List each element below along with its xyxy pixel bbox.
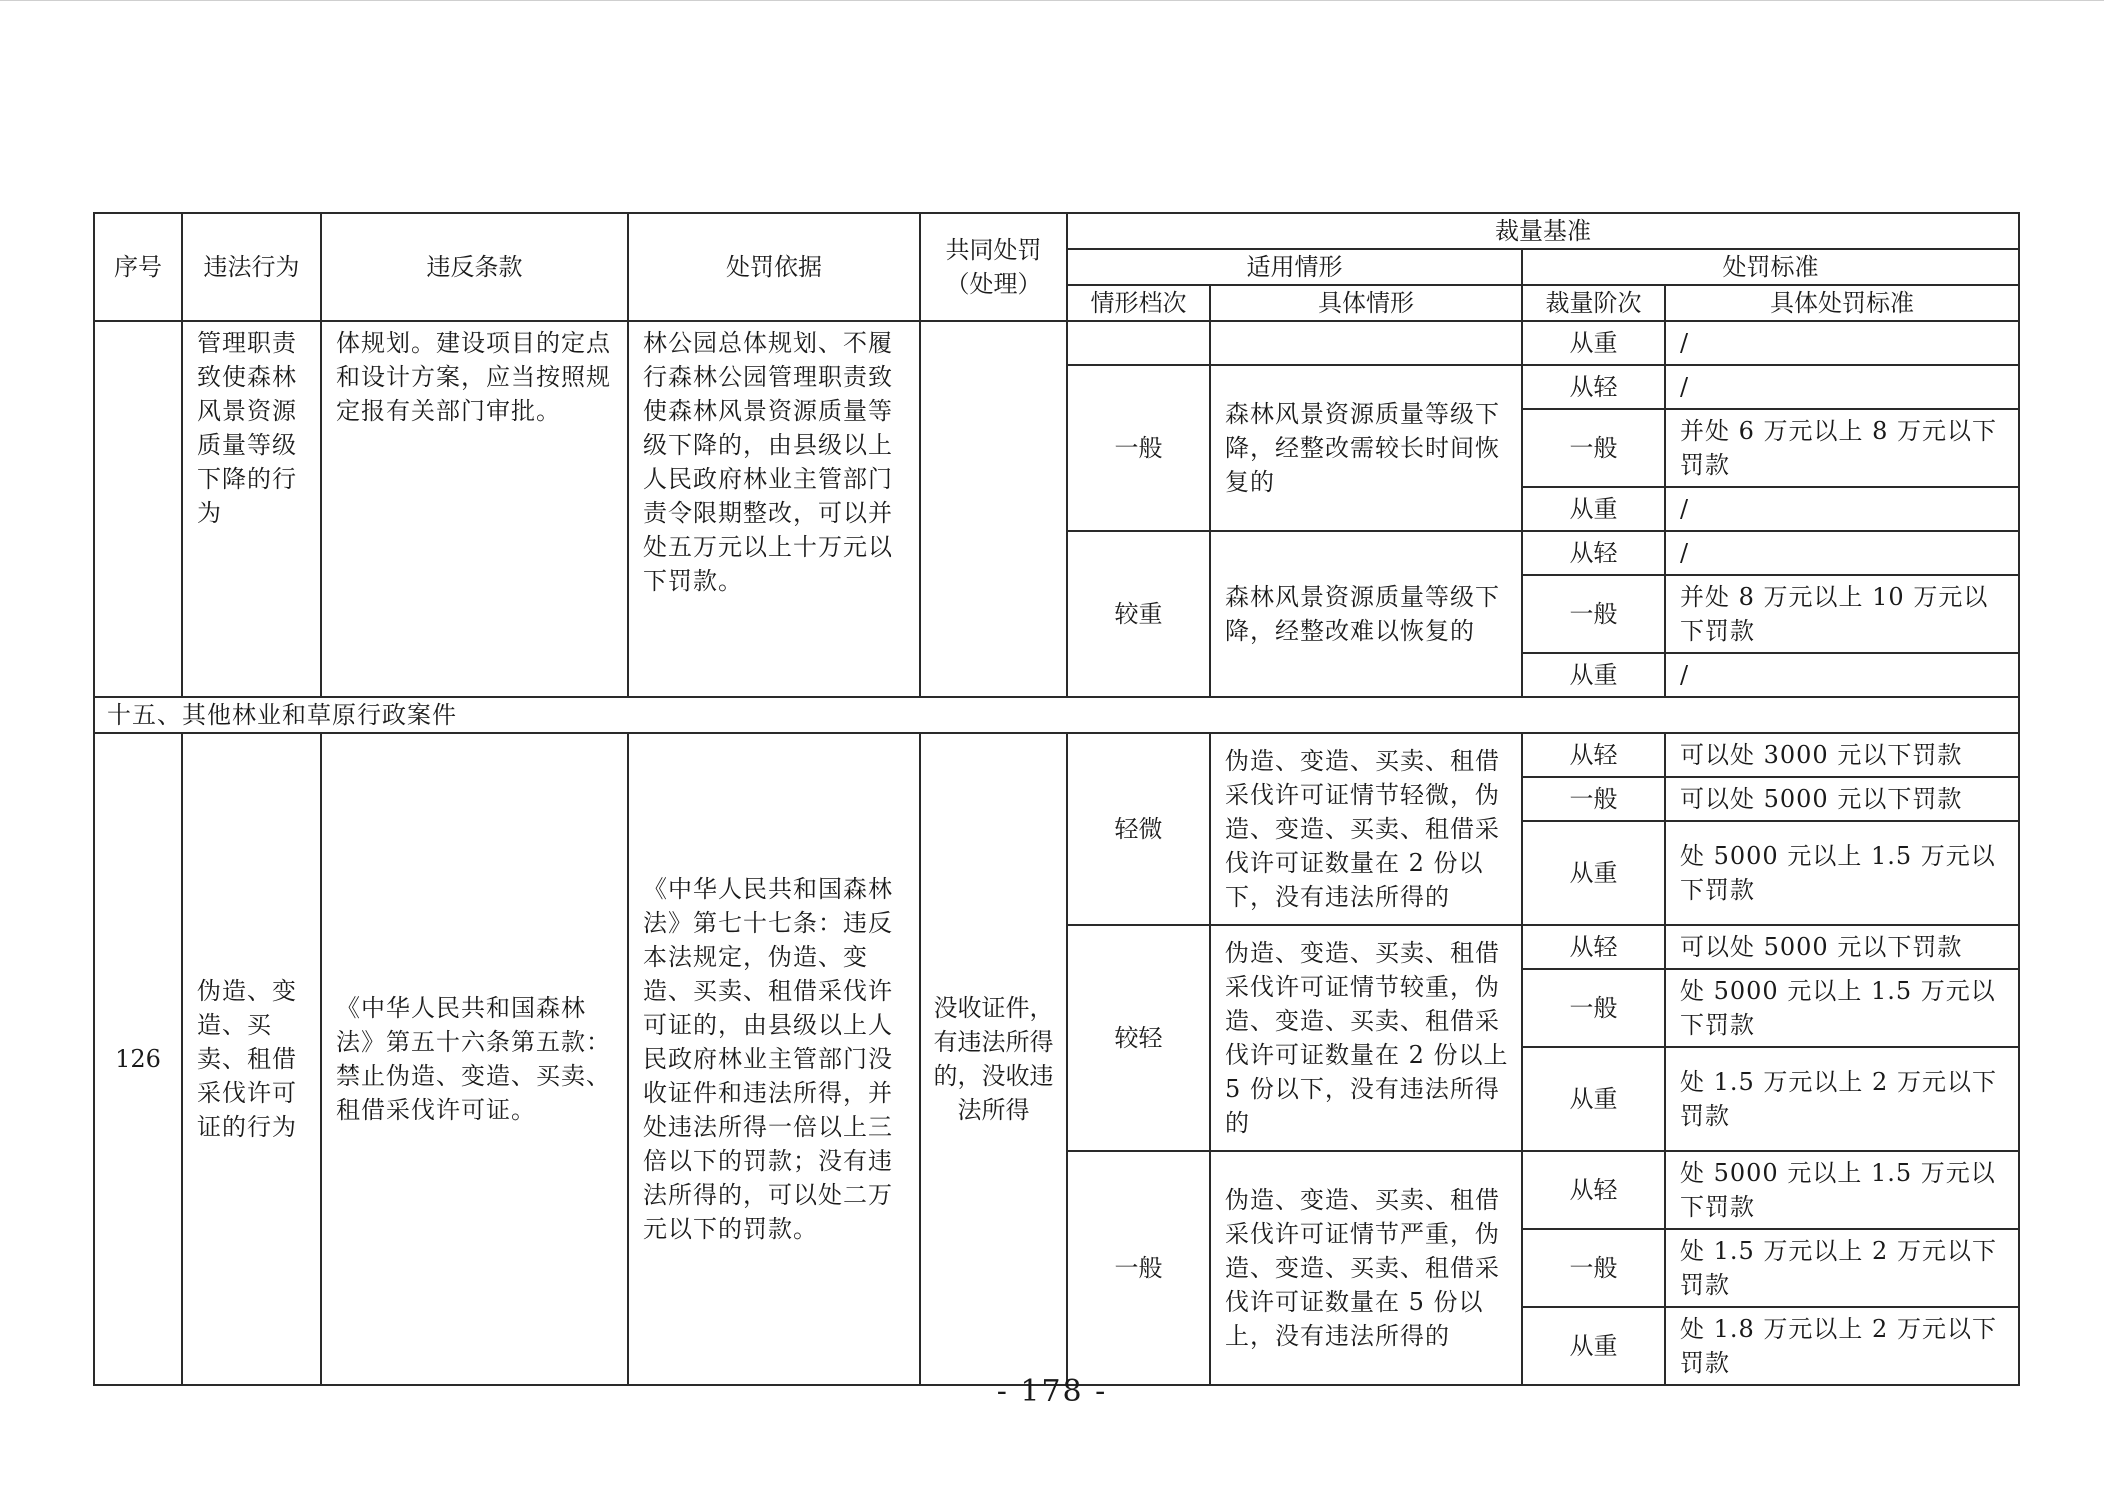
level-cell: 一般: [1067, 1151, 1210, 1385]
degree-cell: 从轻: [1522, 531, 1665, 575]
degree-cell: 从轻: [1522, 365, 1665, 409]
row126-seq: 126: [94, 733, 182, 1385]
degree-cell: 从重: [1522, 653, 1665, 697]
penalty-cell: 处 1.5 万元以上 2 万元以下罚款: [1665, 1047, 2019, 1151]
level-cell: 较轻: [1067, 925, 1210, 1151]
row126-basis: 《中华人民共和国森林法》第七十七条：违反本法规定，伪造、变造、买卖、租借采伐许可证的，由县级以上人民政府林业主管部门没收证件和违法所得，并处违法所得一倍以上三倍以下的罚款；没有违法所得的，可以处二万元以下的罚款。: [628, 733, 920, 1385]
header-seq: 序号: [94, 213, 182, 321]
degree-cell: 从重: [1522, 321, 1665, 365]
situation-cell: 伪造、变造、买卖、租借采伐许可证情节轻微，伪造、变造、买卖、租借采伐许可证数量在 2 份以下，没有违法所得的: [1210, 733, 1522, 925]
section-row: [94, 697, 2019, 733]
penalty-cell: 并处 8 万元以上 10 万元以下罚款: [1665, 575, 2019, 653]
situation-cell: 森林风景资源质量等级下降，经整改难以恢复的: [1210, 531, 1522, 697]
degree-cell: 一般: [1522, 1229, 1665, 1307]
penalty-cell: 并处 6 万元以上 8 万元以下罚款: [1665, 409, 2019, 487]
row126-act: 伪造、变造、买卖、租借采伐许可证的行为: [182, 733, 321, 1385]
level-cell: 一般: [1067, 365, 1210, 531]
header-applicable: 适用情形: [1067, 249, 1522, 285]
row125-top-level: [1067, 321, 1210, 365]
row125-seq: [94, 321, 182, 697]
row125-joint: [920, 321, 1067, 697]
penalty-cell: 处 1.5 万元以上 2 万元以下罚款: [1665, 1229, 2019, 1307]
situation-cell: 伪造、变造、买卖、租借采伐许可证情节较重，伪造、变造、买卖、租借采伐许可证数量在 2 份以上 5 份以下，没有违法所得的: [1210, 925, 1522, 1151]
degree-cell: 一般: [1522, 575, 1665, 653]
situation-cell: 森林风景资源质量等级下降，经整改需较长时间恢复的: [1210, 365, 1522, 531]
degree-cell: 一般: [1522, 409, 1665, 487]
header-basis: 处罚依据: [628, 213, 920, 321]
degree-cell: 从重: [1522, 487, 1665, 531]
table-row: [94, 733, 2019, 777]
situation-cell: 伪造、变造、买卖、租借采伐许可证情节严重，伪造、变造、买卖、租借采伐许可证数量在 5 份以上，没有违法所得的: [1210, 1151, 1522, 1385]
penalty-cell: 处 5000 元以上 1.5 万元以下罚款: [1665, 969, 2019, 1047]
degree-cell: 从重: [1522, 1047, 1665, 1151]
penalty-cell: /: [1665, 653, 2019, 697]
row126-article: 《中华人民共和国森林法》第五十六条第五款：禁止伪造、变造、买卖、租借采伐许可证。: [321, 733, 628, 1385]
header-article: 违反条款: [321, 213, 628, 321]
penalty-cell: /: [1665, 365, 2019, 409]
header-level: 情形档次: [1067, 285, 1210, 321]
degree-cell: 一般: [1522, 969, 1665, 1047]
penalty-cell: 处 5000 元以上 1.5 万元以下罚款: [1665, 1151, 2019, 1229]
penalty-cell: /: [1665, 531, 2019, 575]
row125-article: 体规划。建设项目的定点和设计方案，应当按照规定报有关部门审批。: [321, 321, 628, 697]
discretion-table: [93, 212, 2020, 1386]
page-top-edge: [0, 0, 2104, 1]
penalty-cell: 处 1.8 万元以上 2 万元以下罚款: [1665, 1307, 2019, 1385]
degree-cell: 从轻: [1522, 925, 1665, 969]
header-act: 违法行为: [182, 213, 321, 321]
header-joint: [920, 213, 1067, 321]
penalty-cell: 可以处 3000 元以下罚款: [1665, 733, 2019, 777]
penalty-cell: 处 5000 元以上 1.5 万元以下罚款: [1665, 821, 2019, 925]
penalty-cell: 可以处 5000 元以下罚款: [1665, 777, 2019, 821]
level-cell: 轻微: [1067, 733, 1210, 925]
penalty-cell: /: [1665, 487, 2019, 531]
penalty-cell: /: [1665, 321, 2019, 365]
table-row: [94, 321, 2019, 365]
page-number: - 178 -: [996, 1374, 1108, 1409]
degree-cell: 从重: [1522, 821, 1665, 925]
header-penalty: 具体处罚标准: [1665, 285, 2019, 321]
header-joint-line2: （处理）: [945, 270, 1042, 298]
row126-joint: 没收证件，有违法所得的，没收违法所得: [920, 733, 1067, 1385]
header-standard: 处罚标准: [1522, 249, 2019, 285]
degree-cell: 一般: [1522, 777, 1665, 821]
row125-top-situation: [1210, 321, 1522, 365]
section-title: 十五、其他林业和草原行政案件: [94, 697, 2019, 733]
degree-cell: 从轻: [1522, 733, 1665, 777]
header-degree: 裁量阶次: [1522, 285, 1665, 321]
level-cell: 较重: [1067, 531, 1210, 697]
header-situation: 具体情形: [1210, 285, 1522, 321]
degree-cell: 从重: [1522, 1307, 1665, 1385]
header-joint-line1: 共同处罚: [945, 236, 1042, 264]
row125-basis: 林公园总体规划、不履行森林公园管理职责致使森林风景资源质量等级下降的，由县级以上人民政府林业主管部门责令限期整改，可以并处五万元以上十万元以下罚款。: [628, 321, 920, 697]
header-discretion: 裁量基准: [1067, 213, 2019, 249]
row125-act: 管理职责致使森林风景资源质量等级下降的行为: [182, 321, 321, 697]
degree-cell: 从轻: [1522, 1151, 1665, 1229]
penalty-cell: 可以处 5000 元以下罚款: [1665, 925, 2019, 969]
